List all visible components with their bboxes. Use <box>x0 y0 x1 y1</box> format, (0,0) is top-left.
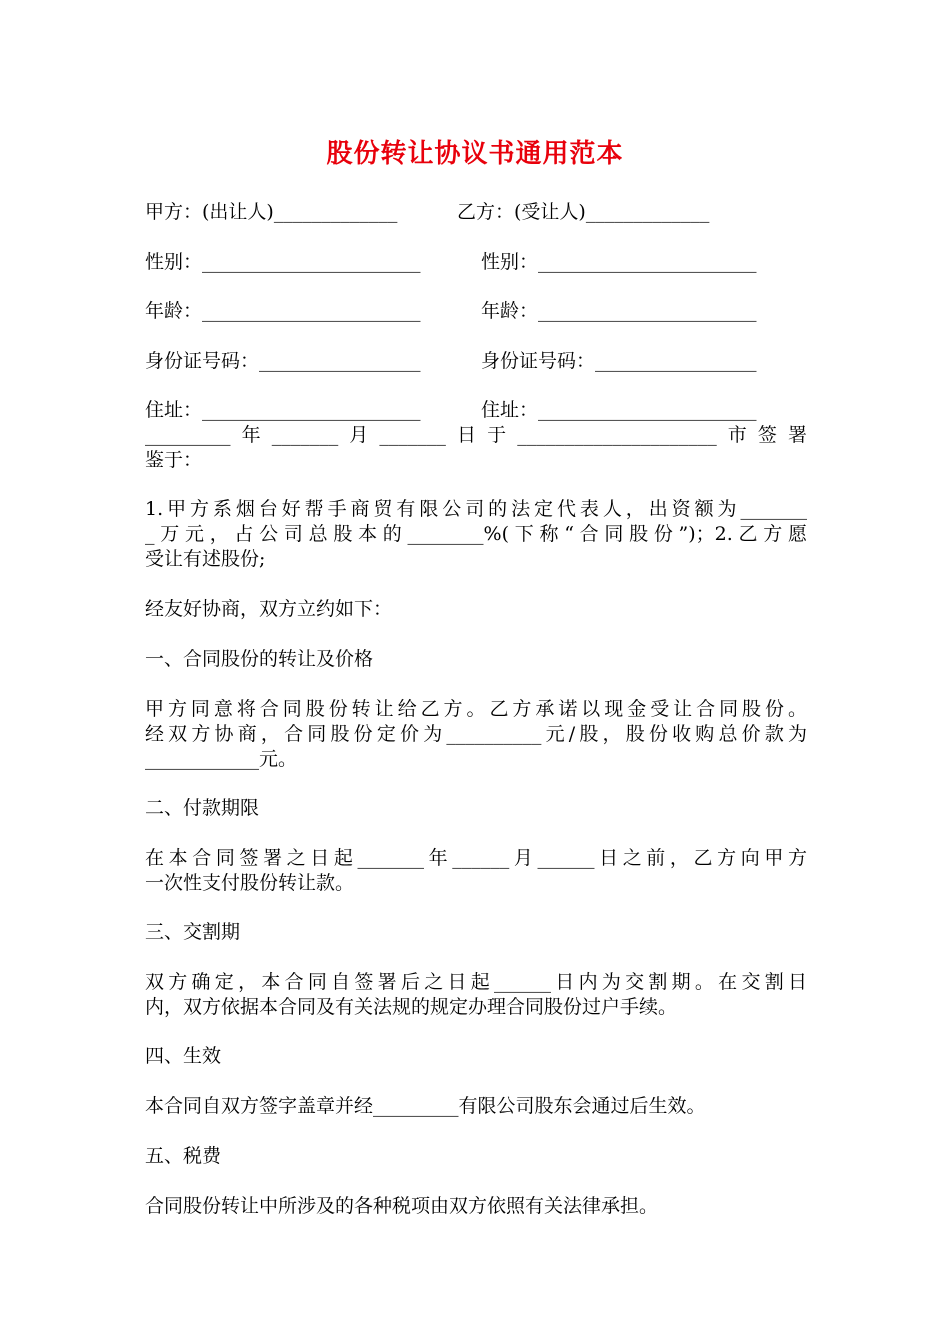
whereas-label: 鉴于： <box>145 449 203 471</box>
section-heading-text: 三、交割期 <box>145 921 241 943</box>
section-heading-text: 一、合同股份的转让及价格 <box>145 648 374 670</box>
section-body <box>145 970 807 1020</box>
recital-line: 受让有述股份; <box>145 548 266 570</box>
party-a-address-field: 住址：_______________________ <box>145 399 421 421</box>
section-body-line: 甲方同意将合同股份转让给乙方。乙方承诺以现金受让合同股份。 <box>145 698 807 720</box>
section-heading-text: 五、税费 <box>145 1145 222 1167</box>
section-heading-text: 四、生效 <box>145 1045 222 1067</box>
party-b-id-field: 身份证号码：_________________ <box>481 350 757 372</box>
recital-line: _万元，占公司总股本的________%(下称“合同股份”)；2.乙方愿 <box>145 523 807 545</box>
party-b-gender-field: 性别：_______________________ <box>481 251 757 273</box>
section-heading <box>145 647 807 672</box>
party-b-age-field: 年龄：_______________________ <box>481 300 757 322</box>
section-body-line: 经双方协商，合同股份定价为__________元/股，股份收购总价款为 <box>145 723 807 745</box>
id-number-line <box>145 348 805 374</box>
section-heading <box>145 1144 807 1169</box>
address-line <box>145 397 805 423</box>
party-a-age-field: 年龄：_______________________ <box>145 300 421 322</box>
party-a-b-line <box>145 199 805 225</box>
recital-paragraph <box>145 497 807 572</box>
party-a-field: 甲方：(出让人)_____________ <box>145 201 398 223</box>
section-body <box>145 1094 807 1119</box>
gender-line <box>145 249 805 275</box>
signing-date-line: _________年_______月_______日于_____________________市签署 <box>145 424 807 446</box>
agreement-intro <box>145 597 807 622</box>
document-title: 股份转让协议书通用范本 <box>326 139 624 169</box>
section-heading <box>145 920 807 945</box>
section-heading-text: 二、付款期限 <box>145 797 260 819</box>
section-body <box>145 1194 807 1219</box>
section-body-line: 在本合同签署之日起_______年______月______日之前，乙方向甲方 <box>145 847 807 869</box>
section-body-line: 双方确定，本合同自签署后之日起______日内为交割期。在交割日 <box>145 971 807 993</box>
party-b-address-field: 住址：_______________________ <box>481 399 757 421</box>
section-heading <box>145 1044 807 1069</box>
section-body-line: ____________元。 <box>145 748 298 770</box>
section-body <box>145 846 807 896</box>
agreement-intro-text: 经友好协商，双方立约如下： <box>145 598 393 620</box>
section-heading <box>145 796 807 821</box>
party-a-gender-field: 性别：_______________________ <box>145 251 421 273</box>
section-body-line: 合同股份转让中所涉及的各种税项由双方依照有关法律承担。 <box>145 1195 659 1217</box>
party-a-id-field: 身份证号码：_________________ <box>145 350 421 372</box>
party-b-field: 乙方：(受让人)_____________ <box>457 201 710 223</box>
age-line <box>145 298 805 324</box>
recital-line: 1.甲方系烟台好帮手商贸有限公司的法定代表人，出资额为_______ <box>145 498 807 520</box>
signing-date-paragraph <box>145 423 807 473</box>
section-body-line: 本合同自双方签字盖章并经_________有限公司股东会通过后生效。 <box>145 1095 706 1117</box>
section-body <box>145 697 807 772</box>
section-body-line: 内，双方依据本合同及有关法规的规定办理合同股份过户手续。 <box>145 996 678 1018</box>
section-body-line: 一次性支付股份转让款。 <box>145 872 355 894</box>
